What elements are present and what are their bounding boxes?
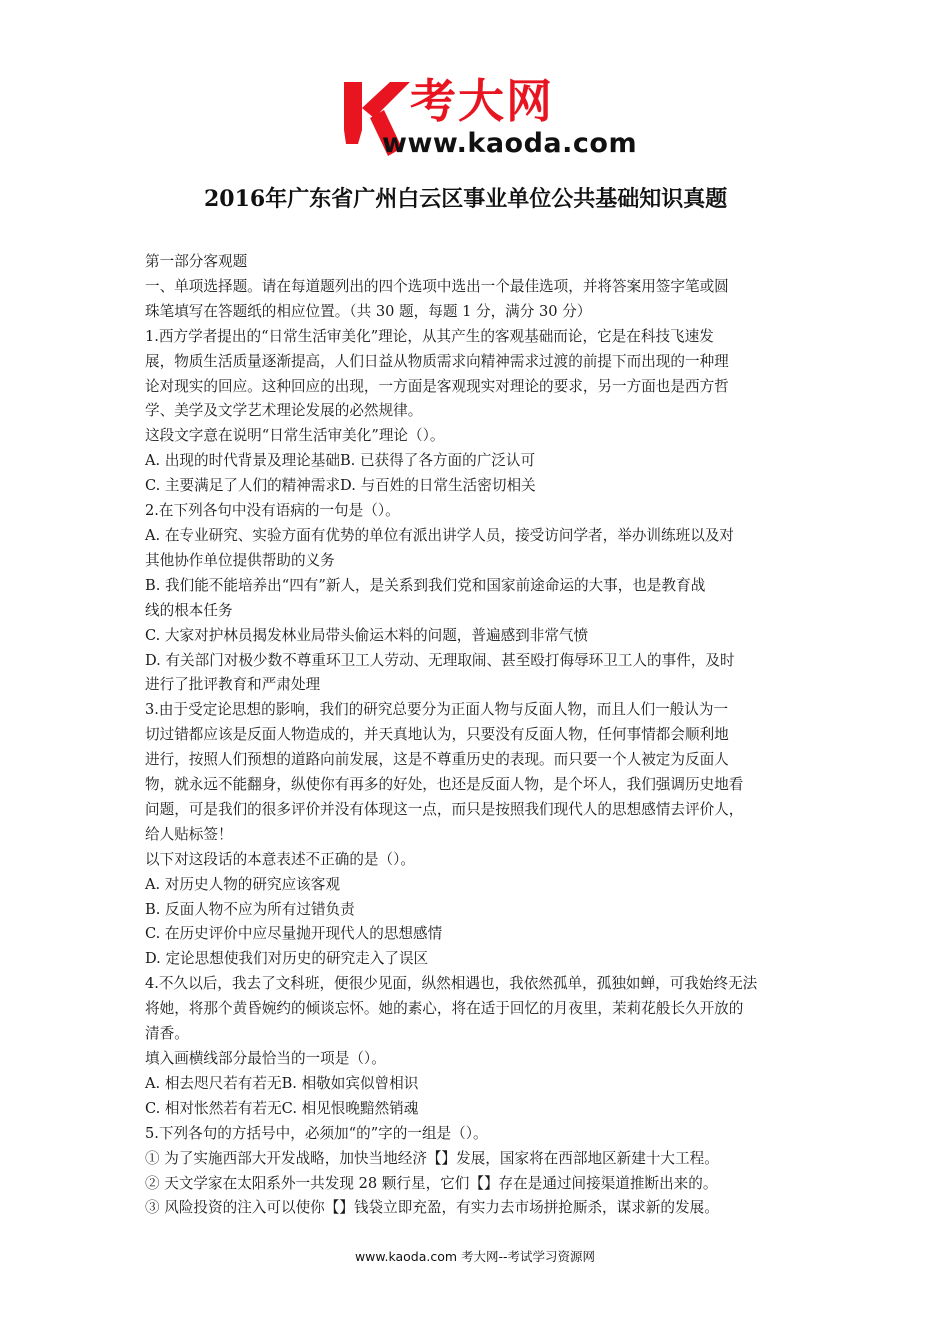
text-line: 4.不久以后，我去了文科班，便很少见面，纵然相遇也，我依然孤单，孤独如蝉，可我始终无法	[145, 975, 758, 993]
text-line: 切过错都应该是反面人物造成的，并天真地认为，只要没有反面人物，任何事情都会顺利地	[145, 726, 729, 744]
text-line: 1.西方学者提出的“日常生活审美化”理论，从其产生的客观基础而论，它是在科技飞速发	[145, 327, 714, 345]
text-line: 进行了批评教育和严肃处理	[145, 676, 321, 694]
text-line: 论对现实的回应。这种回应的出现，一方面是客观现实对理论的要求，另一方面也是西方哲	[145, 377, 729, 395]
text-line: 给人贴标签！	[145, 825, 233, 843]
text-line: 一、单项选择题。请在每道题列出的四个选项中选出一个最佳选项，并将答案用签字笔或圆	[145, 277, 729, 295]
text-line: 物，就永远不能翻身，纵使你有再多的好处，也还是反面人物，是个坏人，我们强调历史地看	[145, 776, 744, 794]
text-line: ③ 风险投资的注入可以使你【】钱袋立即充盈，有实力去市场拼抢厮杀，谋求新的发展。	[145, 1199, 719, 1217]
text-line: 进行，按照人们预想的道路向前发展，这是不尊重历史的表现。而只要一个人被定为反面人	[145, 751, 729, 769]
text-line: 5.下列各句的方括号中，必须加“的”字的一组是（）。	[145, 1124, 488, 1142]
text-line: 这段文字意在说明“日常生活审美化”理论（）。	[145, 427, 445, 445]
text-line: 展，物质生活质量逐渐提高，人们日益从物质需求向精神需求过渡的前提下而出现的一种理	[145, 352, 729, 370]
logo-brand-text: 考大网	[410, 74, 554, 128]
document-title: 2016年广东省广州白云区事业单位公共基础知识真题	[204, 186, 728, 212]
text-line: 将她，将那个黄昏婉约的倾谈忘怀。她的素心，将在适于回忆的月夜里，茉莉花般长久开放的	[145, 1000, 744, 1018]
kaoda-logo	[340, 74, 660, 160]
text-line: B. 我们能不能培养出“四有”新人，是关系到我们党和国家前途命运的大事，也是教育战	[145, 576, 706, 594]
text-line: D. 定论思想使我们对历史的研究走入了误区	[145, 950, 429, 968]
text-line: A. 出现的时代背景及理论基础B. 已获得了各方面的广泛认可	[145, 452, 536, 470]
text-line: 清香。	[145, 1025, 189, 1043]
text-line: 其他协作单位提供帮助的义务	[145, 551, 335, 569]
text-line: 填入画横线部分最恰当的一项是（）。	[145, 1050, 386, 1067]
text-line: 学、美学及文学艺术理论发展的必然规律。	[145, 402, 423, 420]
text-line: C. 主要满足了人们的精神需求D. 与百姓的日常生活密切相关	[145, 477, 536, 495]
text-line: D. 有关部门对极少数不尊重环卫工人劳动、无理取闹、甚至殴打侮辱环卫工人的事件，及时	[145, 651, 735, 669]
text-line: 珠笔填写在答题纸的相应位置。（共 30 题，每题 1 分，满分 30 分）	[145, 302, 592, 320]
text-line: C. 大家对护林员揭发林业局带头偷运木料的问题，普遍感到非常气愤	[145, 626, 589, 644]
text-line: C. 相对怅然若有若无C. 相见恨晚黯然销魂	[145, 1099, 419, 1117]
text-line: ② 天文学家在太阳系外一共发现 28 颗行星，它们【】存在是通过间接渠道推断出来的。	[145, 1174, 718, 1192]
document-body	[145, 250, 813, 1221]
page-footer: www.kaoda.com 考大网--考试学习资源网	[354, 1249, 596, 1264]
text-line: A. 相去咫尺若有若无B. 相敬如宾似曾相识	[145, 1074, 419, 1092]
text-line: 第一部分客观题	[145, 253, 248, 270]
text-line: ① 为了实施西部大开发战略，加快当地经济【】发展，国家将在西部地区新建十大工程。	[145, 1149, 719, 1167]
text-line: 以下对这段话的本意表述不正确的是（）。	[145, 850, 415, 868]
logo-url-text: www.kaoda.com	[382, 128, 638, 159]
text-line: 问题，可是我们的很多评价并没有体现这一点，而只是按照我们现代人的思想感情去评价人，	[145, 800, 744, 818]
text-line: C. 在历史评价中应尽量抛开现代人的思想感情	[145, 925, 443, 943]
text-line: 3.由于受定论思想的影响，我们的研究总要分为正面人物与反面人物，而且人们一般认为一	[145, 701, 729, 719]
text-line: 线的根本任务	[145, 601, 233, 619]
text-line: A. 在专业研究、实验方面有优势的单位有派出讲学人员，接受访问学者，举办训练班以及对	[145, 526, 734, 544]
text-line: A. 对历史人物的研究应该客观	[145, 875, 340, 893]
text-line: 2.在下列各句中没有语病的一句是（）。	[145, 502, 400, 520]
text-line: B. 反面人物不应为所有过错负责	[145, 900, 355, 918]
